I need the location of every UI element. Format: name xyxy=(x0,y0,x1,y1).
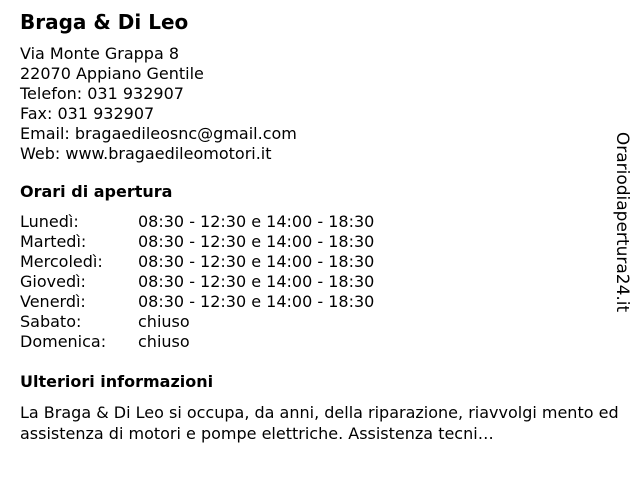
hours-value: 08:30 - 12:30 e 14:00 - 18:30 xyxy=(138,252,375,271)
watermark-text: Orariodiapertura24.it xyxy=(612,131,632,313)
hours-value: chiuso xyxy=(138,312,190,331)
hours-value: 08:30 - 12:30 e 14:00 - 18:30 xyxy=(138,212,375,231)
hours-value: 08:30 - 12:30 e 14:00 - 18:30 xyxy=(138,272,375,291)
day-label: Domenica: xyxy=(20,332,107,351)
day-label: Venerdì: xyxy=(20,292,86,311)
hours-value: 08:30 - 12:30 e 14:00 - 18:30 xyxy=(138,292,375,311)
hours-row-wednesday xyxy=(20,252,620,272)
day-label: Giovedì: xyxy=(20,272,86,291)
opening-hours-table xyxy=(20,212,620,352)
more-info-title: Ulteriori informazioni xyxy=(20,372,214,391)
day-label: Lunedì: xyxy=(20,212,79,231)
hours-row-sunday xyxy=(20,332,620,352)
phone-number: Telefon: 031 932907 xyxy=(20,84,184,103)
email-address: Email: bragaedileosnc@gmail.com xyxy=(20,124,297,143)
address-city: 22070 Appiano Gentile xyxy=(20,64,204,83)
hours-row-saturday xyxy=(20,312,620,332)
day-label: Sabato: xyxy=(20,312,82,331)
hours-row-monday xyxy=(20,212,620,232)
address-street: Via Monte Grappa 8 xyxy=(20,44,180,63)
day-label: Martedì: xyxy=(20,232,87,251)
hours-value: chiuso xyxy=(138,332,190,351)
fax-number: Fax: 031 932907 xyxy=(20,104,155,123)
hours-row-tuesday xyxy=(20,232,620,252)
contact-block xyxy=(20,44,620,164)
business-name: Braga & Di Leo xyxy=(20,10,189,34)
website: Web: www.bragaedileomotori.it xyxy=(20,144,272,163)
more-info-text: La Braga & Di Leo si occupa, da anni, della riparazione, riavvolgi mento ed assistenza di motori e pompe elettriche. Assistenza tecni… xyxy=(20,403,619,443)
opening-hours-title: Orari di apertura xyxy=(20,182,173,201)
hours-row-friday xyxy=(20,292,620,312)
business-card xyxy=(20,8,620,444)
hours-row-thursday xyxy=(20,272,620,292)
hours-value: 08:30 - 12:30 e 14:00 - 18:30 xyxy=(138,232,375,251)
day-label: Mercoledì: xyxy=(20,252,103,271)
